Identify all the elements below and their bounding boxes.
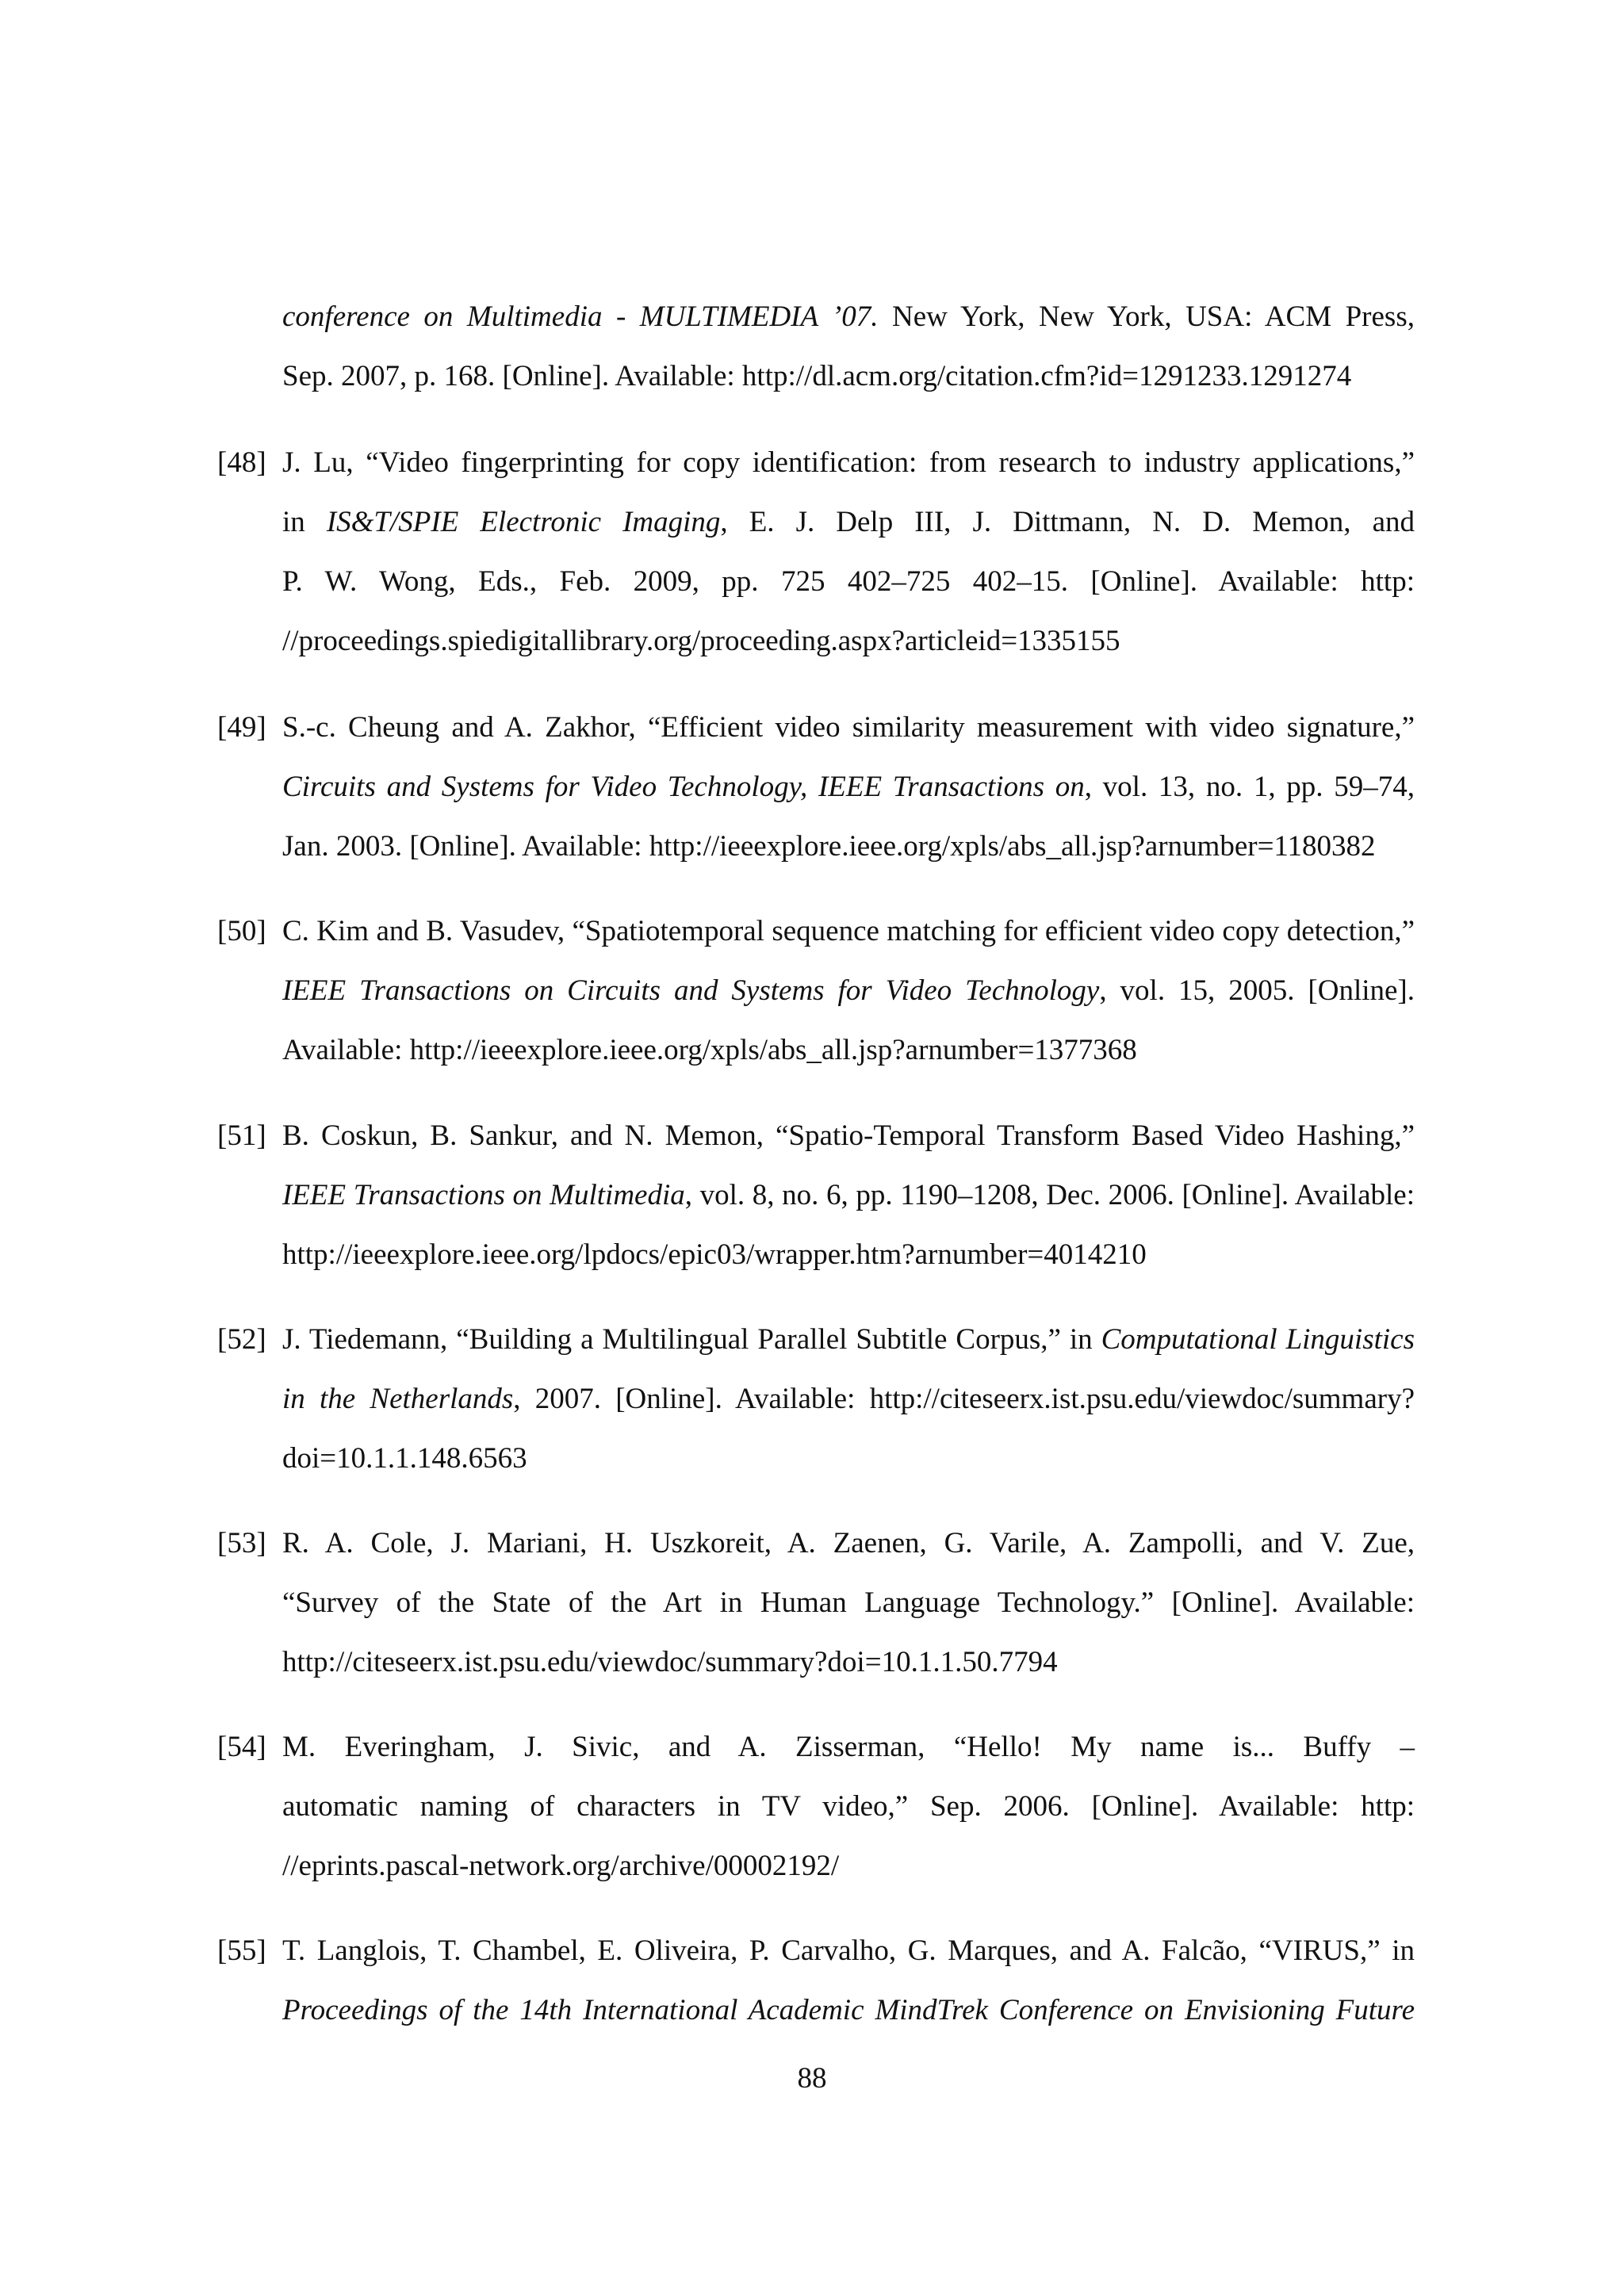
- reference-line: [282, 433, 1415, 492]
- reference-text-segment: , vol. 13, no. 1, pp. 59–74,: [1084, 771, 1415, 803]
- reference-number: [52]: [217, 1323, 266, 1356]
- reference-text-segment: M. Everingham, J. Sivic, and A. Zisserman, “Hello! My name is... Buffy –: [282, 1731, 1415, 1763]
- reference-text-segment: C. Kim and B. Vasudev, “Spatiotemporal sequence matching for efficient video copy detection,”: [282, 915, 1415, 947]
- reference-number: [54]: [217, 1731, 266, 1763]
- reference-line: [282, 1777, 1415, 1836]
- reference-text-segment: Jan. 2003. [Online]. Available: http://ieeexplore.ieee.org/xpls/abs_all.jsp?arnumber=1180382: [282, 830, 1376, 863]
- reference-text-segment: , E. J. Delp III, J. Dittmann, N. D. Memon, and: [720, 506, 1415, 538]
- reference-line: [282, 1980, 1415, 2040]
- reference-line: [282, 1632, 1415, 1692]
- reference-text-segment: doi=10.1.1.148.6563: [282, 1442, 527, 1475]
- reference-line: [282, 287, 1415, 346]
- reference-italic-text: in the Netherlands: [282, 1383, 514, 1415]
- reference-text-segment: S.-c. Cheung and A. Zakhor, “Efficient video similarity measurement with video signature,”: [282, 711, 1415, 744]
- reference-line: [282, 698, 1415, 757]
- reference-line: [282, 961, 1415, 1020]
- reference-line: [282, 1225, 1415, 1284]
- reference-number: [51]: [217, 1119, 266, 1152]
- reference-number: [50]: [217, 915, 266, 947]
- reference-italic-text: Circuits and Systems for Video Technology, IEEE Transactions on: [282, 771, 1085, 803]
- reference-italic-text: Computational Linguistics: [1101, 1323, 1415, 1356]
- reference-text-segment: R. A. Cole, J. Mariani, H. Uszkoreit, A. Zaenen, G. Varile, A. Zampolli, and V. Zue,: [282, 1527, 1415, 1559]
- reference-number: [49]: [217, 711, 266, 744]
- reference-italic-text: IEEE Transactions on Multimedia: [282, 1179, 685, 1211]
- reference-text-segment: J. Lu, “Video fingerprinting for copy identification: from research to industry applications,”: [282, 446, 1415, 479]
- reference-text-segment: “Survey of the State of the Art in Human Language Technology.” [Online]. Available:: [282, 1586, 1415, 1619]
- reference-line: [282, 346, 1415, 406]
- reference-text: [282, 1513, 1415, 1692]
- reference-italic-text: conference on Multimedia - MULTIMEDIA ’07.: [282, 300, 879, 333]
- reference-line: [282, 817, 1415, 876]
- reference-line: [282, 1165, 1415, 1225]
- reference-text-segment: http://ieeexplore.ieee.org/lpdocs/epic03/wrapper.htm?arnumber=4014210: [282, 1238, 1147, 1271]
- reference-text-segment: New York, New York, USA: ACM Press,: [878, 300, 1415, 333]
- reference-text-segment: B. Coskun, B. Sankur, and N. Memon, “Spatio-Temporal Transform Based Video Hashing,”: [282, 1119, 1415, 1152]
- reference-text-segment: , vol. 8, no. 6, pp. 1190–1208, Dec. 2006. [Online]. Available:: [684, 1179, 1415, 1211]
- reference-italic-text: IS&T/SPIE Electronic Imaging: [326, 506, 721, 538]
- reference-text: [282, 698, 1415, 876]
- reference-line: [282, 611, 1415, 671]
- reference-text: [282, 901, 1415, 1080]
- reference-text: [282, 433, 1415, 671]
- reference-line: [282, 1836, 1415, 1896]
- reference-text-segment: , vol. 15, 2005. [Online].: [1099, 974, 1415, 1007]
- reference-line: [282, 1369, 1415, 1429]
- reference-text-segment: Available: http://ieeexplore.ieee.org/xpls/abs_all.jsp?arnumber=1377368: [282, 1034, 1137, 1066]
- reference-italic-text: IEEE Transactions on Circuits and Systems for Video Technology: [282, 974, 1100, 1007]
- reference-text: [282, 1310, 1415, 1488]
- reference-text-segment: http://citeseerx.ist.psu.edu/viewdoc/summary?doi=10.1.1.50.7794: [282, 1646, 1058, 1678]
- reference-text-segment: J. Tiedemann, “Building a Multilingual Parallel Subtitle Corpus,” in: [282, 1323, 1101, 1356]
- reference-text-segment: , 2007. [Online]. Available: http://citeseerx.ist.psu.edu/viewdoc/summary?: [513, 1383, 1415, 1415]
- reference-text-segment: Sep. 2007, p. 168. [Online]. Available: http://dl.acm.org/citation.cfm?id=1291233.1291274: [282, 360, 1352, 392]
- reference-text-segment: //proceedings.spiedigitallibrary.org/proceeding.aspx?articleid=1335155: [282, 625, 1120, 657]
- reference-italic-text: Proceedings of the 14th International Academic MindTrek Conference on Envisioning Future: [282, 1994, 1415, 2026]
- reference-text-segment: T. Langlois, T. Chambel, E. Oliveira, P. Carvalho, G. Marques, and A. Falcão, “VIRUS,” in: [282, 1934, 1415, 1967]
- reference-text: [282, 1717, 1415, 1896]
- page-number: 88: [797, 2062, 827, 2095]
- reference-number: [53]: [217, 1527, 266, 1559]
- reference-text-segment: in: [282, 506, 327, 538]
- reference-line: [282, 552, 1415, 611]
- reference-text-segment: automatic naming of characters in TV video,” Sep. 2006. [Online]. Available: http:: [282, 1790, 1415, 1823]
- reference-number: [55]: [217, 1934, 266, 1967]
- reference-line: [282, 757, 1415, 817]
- reference-line: [282, 1020, 1415, 1080]
- reference-text: [282, 1106, 1415, 1284]
- reference-text-segment: //eprints.pascal-network.org/archive/00002192/: [282, 1850, 840, 1882]
- reference-text: [282, 287, 1415, 406]
- reference-line: [282, 901, 1415, 961]
- reference-line: [282, 1921, 1415, 1980]
- reference-line: [282, 1310, 1415, 1369]
- reference-number: [48]: [217, 446, 266, 479]
- reference-line: [282, 1717, 1415, 1777]
- reference-line: [282, 1106, 1415, 1165]
- reference-text-segment: P. W. Wong, Eds., Feb. 2009, pp. 725 402–725 402–15. [Online]. Available: http:: [282, 565, 1415, 598]
- reference-line: [282, 1573, 1415, 1632]
- reference-line: [282, 1429, 1415, 1488]
- reference-line: [282, 492, 1415, 552]
- reference-line: [282, 1513, 1415, 1573]
- reference-text: [282, 1921, 1415, 2040]
